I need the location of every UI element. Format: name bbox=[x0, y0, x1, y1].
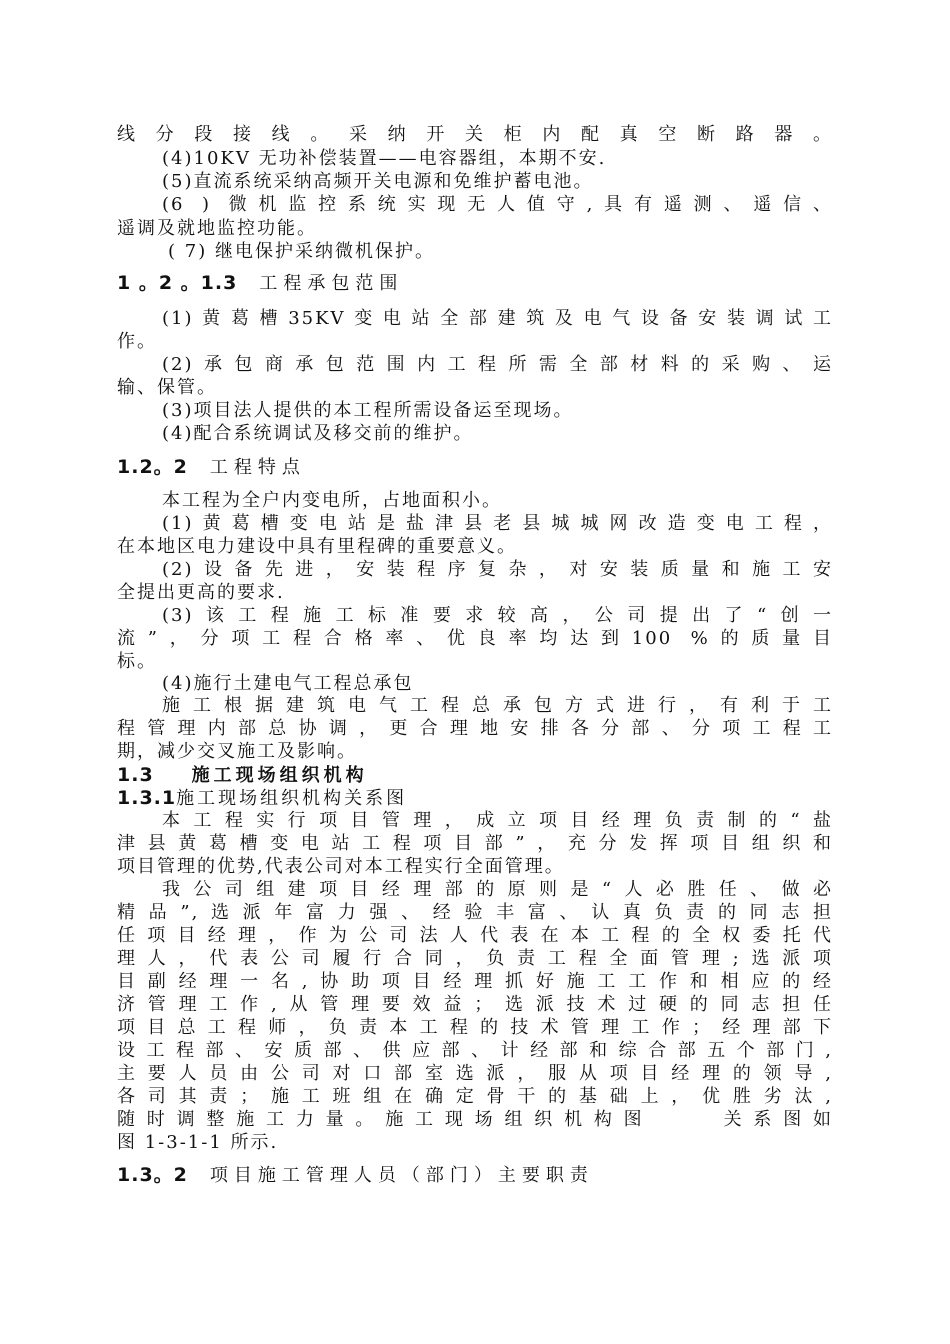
section-heading bbox=[117, 272, 833, 295]
section-number: 1 。2 。1.3 bbox=[117, 272, 238, 294]
text-line: 输、保管。 bbox=[117, 377, 217, 398]
text-line: 流”，分项工程合格率、优良率均达到100 %的质量目 bbox=[117, 628, 833, 649]
text-line: 图 1-3-1-1 所示. bbox=[117, 1132, 279, 1153]
text-line: 期，减少交叉施工及影响。 bbox=[117, 741, 357, 762]
section-title: 项目施工管理人员（部门）主要职责 bbox=[209, 1165, 594, 1186]
text-line: 遥调及就地监控功能。 bbox=[117, 218, 317, 239]
text-line: 标。 bbox=[117, 651, 157, 672]
text-line: 在本地区电力建设中具有里程碑的重要意义。 bbox=[117, 536, 517, 557]
text-line: 本工程实行项目管理，成立项目经理负责制的“盐 bbox=[162, 810, 833, 831]
text-line: (4)10KV 无功补偿装置——电容器组，本期不安. bbox=[162, 148, 607, 169]
text-line: 线分段接线。采纳开关柜内配真空断路器。 bbox=[117, 124, 833, 145]
text-line: 津县黄葛槽变电站工程项目部”，充分发挥项目组织和 bbox=[117, 833, 833, 854]
section-number: 1.3.1 bbox=[117, 787, 177, 809]
text-line: (3)该工程施工标准要求较高，公司提出了“创一 bbox=[162, 605, 833, 626]
section-title: 施工现场组织机构 bbox=[191, 765, 368, 786]
section-title: 施工现场组织机构关系图 bbox=[176, 788, 408, 809]
text-line: (4)施行土建电气工程总承包 bbox=[162, 673, 414, 694]
section-heading bbox=[117, 1164, 833, 1187]
text-line: 本工程为全户内变电所，占地面积小。 bbox=[162, 490, 502, 511]
section-title: 工程特点 bbox=[209, 457, 306, 478]
section-number: 1.2。2 bbox=[117, 456, 188, 478]
text-line: 目副经理一名,协助项目经理抓好施工工作和相应的经 bbox=[117, 971, 833, 992]
text-line: 随时调整施工力量。施工现场组织机构图 关系图如 bbox=[117, 1109, 833, 1130]
text-line: (1)黄葛槽35KV变电站全部建筑及电气设备安装调试工 bbox=[162, 308, 833, 329]
text-line: 设工程部、安质部、供应部、计经部和综合部五个部门, bbox=[117, 1040, 833, 1061]
section-heading bbox=[117, 787, 833, 810]
section-heading bbox=[117, 764, 833, 787]
text-line: 主要人员由公司对口部室选派，服从项目经理的领导, bbox=[117, 1063, 833, 1084]
text-line: 我公司组建项目经理部的原则是“人必胜任、做必 bbox=[162, 879, 833, 900]
text-line: (3)项目法人提供的本工程所需设备运至现场。 bbox=[162, 400, 574, 421]
text-line: 项目管理的优势,代表公司对本工程实行全面管理。 bbox=[117, 856, 565, 877]
text-line: (2)设备先进，安装程序复杂，对安装质量和施工安 bbox=[162, 559, 833, 580]
text-line: 程管理内部总协调，更合理地安排各分部、分项工程工 bbox=[117, 718, 833, 739]
text-line: 项目总工程师，负责本工程的技术管理工作；经理部下 bbox=[117, 1017, 833, 1038]
text-line: (2)承包商承包范围内工程所需全部材料的采购、运 bbox=[162, 354, 833, 375]
text-line: 精品”,选派年富力强、经验丰富、认真负责的同志担 bbox=[117, 902, 833, 923]
text-line: 作。 bbox=[117, 331, 157, 352]
text-line: 任项目经理，作为公司法人代表在本工程的全权委托代 bbox=[117, 925, 833, 946]
text-line: ( 7) 继电保护采纳微机保护。 bbox=[168, 241, 435, 262]
section-number: 1.3。2 bbox=[117, 1164, 188, 1186]
text-line: (4)配合系统调试及移交前的维护。 bbox=[162, 423, 474, 444]
text-line: (1)黄葛槽变电站是盐津县老县城城网改造变电工程， bbox=[162, 513, 833, 534]
text-line: 各司其责；施工班组在确定骨干的基础上，优胜劣汰, bbox=[117, 1086, 833, 1107]
text-line: 济管理工作,从管理要效益；选派技术过硬的同志担任 bbox=[117, 994, 833, 1015]
text-line: 施工根据建筑电气工程总承包方式进行，有利于工 bbox=[162, 695, 833, 716]
text-line: (6 ) 微机监控系统实现无人值守,具有遥测、遥信、 bbox=[162, 194, 833, 215]
text-line: 全提出更高的要求. bbox=[117, 582, 285, 603]
text-line: (5)直流系统采纳高频开关电源和免维护蓄电池。 bbox=[162, 171, 594, 192]
text-line: 理人，代表公司履行合同，负责工程全面管理;选派项 bbox=[117, 948, 833, 969]
section-heading bbox=[117, 456, 833, 479]
section-title: 工程承包范围 bbox=[259, 273, 404, 294]
section-number: 1.3 bbox=[117, 764, 154, 786]
